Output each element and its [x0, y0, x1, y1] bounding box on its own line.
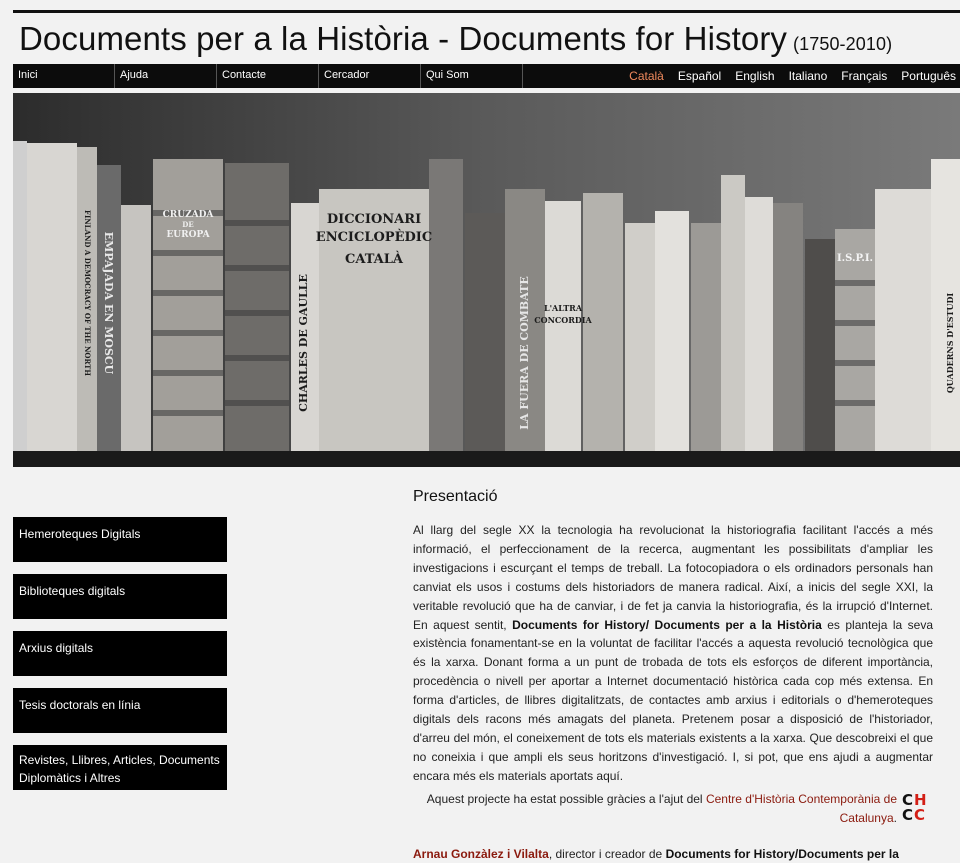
support-end: .: [893, 811, 897, 825]
banner-bookshelf-image: [13, 93, 960, 467]
nav-item-qui-som[interactable]: Qui Som: [421, 64, 523, 88]
book-title-cruzada-line1: CRUZADA: [162, 210, 214, 220]
nav-menu: [13, 64, 523, 88]
credit-author-link[interactable]: Arnau Gonzàlez i Vilalta: [413, 847, 549, 861]
support-note: [413, 790, 897, 828]
sidebar-item-revistes[interactable]: Revistes, Llibres, Articles, Documents Diplomàtics i Altres: [13, 745, 227, 790]
book-title-diccionari-line1: DICCIONARI: [326, 212, 422, 227]
book-title-moscu: EMPAJADA EN MOSCU: [102, 231, 115, 375]
site-title: [19, 20, 892, 58]
lang-catala[interactable]: Català: [629, 69, 664, 83]
main-content: [413, 488, 933, 786]
credit-line: [413, 845, 933, 863]
sidebar-item-biblioteques[interactable]: Biblioteques digitals: [13, 574, 227, 619]
nav-item-contacte[interactable]: Contacte: [217, 64, 319, 88]
book-title-cruzada-line3: EUROPA: [166, 230, 210, 240]
lang-portugues[interactable]: Português: [901, 69, 956, 83]
lang-espanol[interactable]: Español: [677, 69, 722, 83]
lang-italiano[interactable]: Italiano: [788, 69, 828, 83]
logo-bottom-line: [902, 808, 934, 823]
book-title-ultra-line1: L'ALTRA: [543, 303, 583, 313]
support-org-link[interactable]: Centre d'Història Contemporània de Catalunya: [705, 792, 897, 825]
lang-english[interactable]: English: [735, 69, 775, 83]
logo-letter-red: H: [914, 791, 928, 809]
sidebar-item-arxius[interactable]: Arxius digitals: [13, 631, 227, 676]
logo-letter: C: [902, 791, 915, 809]
chcc-logo[interactable]: [902, 793, 934, 823]
book-title-cruzada-line2: DE: [182, 220, 194, 229]
book-title-ultra-line2: CONCORDIA: [534, 315, 592, 325]
book-title-combate: LA FUERA DE COMBATE: [518, 276, 531, 430]
book-title-quaderns: QUADERNS D'ESTUDI: [945, 292, 955, 394]
logo-letter: C: [902, 806, 915, 824]
section-title: Presentació: [413, 488, 498, 505]
sidebar: [13, 517, 233, 802]
bookshelf-illustration: [13, 93, 960, 467]
header-rule: [13, 10, 960, 13]
book-title-degaulle: CHARLES DE GAULLE: [297, 274, 310, 412]
credit-site-name: Documents for History/Documents per la: [665, 847, 899, 861]
sidebar-item-hemeroteques[interactable]: Hemeroteques Digitals: [13, 517, 227, 562]
book-title-diccionari-line3: CATALÀ: [345, 252, 403, 267]
intro-site-name: Documents for History/ Documents per a la Història: [512, 617, 822, 632]
site-title-text: Documents per a la Història - Documents for History: [19, 20, 788, 57]
language-menu: [615, 64, 956, 88]
credit-middle: , director i creador de: [548, 847, 663, 861]
lang-francais[interactable]: Français: [841, 69, 888, 83]
nav-item-cercador[interactable]: Cercador: [319, 64, 421, 88]
book-title-finland: FINLAND A DEMOCRACY OF THE NORTH: [83, 210, 92, 376]
nav-item-inici[interactable]: Inici: [13, 64, 115, 88]
book-title-ispi: I.S.P.I.: [836, 253, 874, 264]
nav-item-ajuda[interactable]: Ajuda: [115, 64, 217, 88]
main-navbar: [13, 64, 960, 88]
book-title-diccionari-line2: ENCICLOPÈDIC: [315, 230, 433, 245]
intro-paragraph: [413, 521, 933, 786]
intro-text-part2: es planteja la seva existència fonamentant-se en la voluntat de facilitar l'accés a aquesta revolució tecnològica que és la xarxa. Donant forma a un punt de trobada de tots els esforços de diferent importància, procedència o nivell per aportar a Internet documentació històrica cada cop més extensa. En forma d'articles, de llibres digitalitzats, de contactes amb arxius i editorials o d'hemeroteques digitals dels racons més amagats del planeta. Pretenem posar a disposició de l'historiador, d'arreu del món, el coneixement de tots els materials existents a la xarxa. Que descobreixi el que no coneixia i que ampli els seus horitzons d'investigació. I, si pot, que ens ajudi a augmentar encara més els materials aportats aquí.: [413, 617, 933, 783]
intro-text-part1: Al llarg del segle XX la tecnologia ha revolucionat la historiografia facilitant l'accés a més informació, el perfeccionament de la recerca, augmentant les possibilitats d'ampliar les investigacions i escurçant el temps de treball. La fotocopiadora o els ordinadors personals han canviat els usos i costums dels historiadors de manera radical. Així, a inicis del segle XXI, la veritable revolució que ha de canviar, i de fet ja canvia la historiografia, és la irrupció d'Internet. En aquest sentit,: [413, 523, 933, 632]
support-text: Aquest projecte ha estat possible gràcies a l'ajut del: [426, 792, 703, 806]
sidebar-item-tesis[interactable]: Tesis doctorals en línia: [13, 688, 227, 733]
logo-letter-red: C: [914, 806, 927, 824]
site-years: (1750-2010): [793, 34, 893, 54]
